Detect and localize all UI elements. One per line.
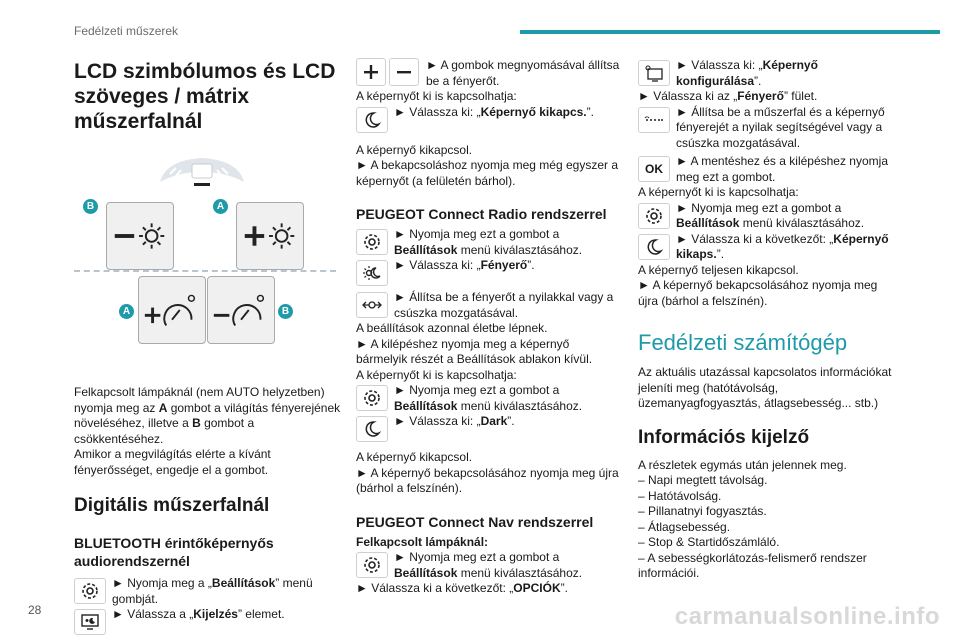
list-item: – Stop & Startidőszámláló.: [638, 535, 780, 549]
text-off-intro-3: A képernyőt ki is kapcsolhatja:: [638, 185, 799, 199]
dots-slider-icon: [638, 107, 670, 133]
text-brightness-tab: ► Válassza ki az „Fényerő” fület.: [638, 89, 818, 103]
label-a-top: A: [213, 199, 228, 214]
text-nav-options: ► Válassza ki a következőt: „OPCIÓK”.: [356, 581, 568, 595]
text-off-result: A képernyő kikapcsol.: [356, 142, 473, 157]
text-info-intro: A részletek egymás után jelennek meg.: [638, 457, 847, 472]
plus-icon: [356, 58, 386, 86]
watermark: carmanualsonline.info: [674, 603, 940, 630]
gear-icon: [356, 552, 388, 578]
text-nav-sub: Felkapcsolt lámpáknál:: [356, 534, 489, 549]
divider-dashes: [74, 270, 336, 272]
ok-button-icon: OK: [638, 156, 670, 182]
column-middle: [356, 58, 621, 597]
row-radio-dark: ► Válassza ki: „Dark”.: [356, 414, 621, 442]
row-screen-config: ► Válassza ki: „Képernyő konfigurálása”.: [638, 58, 900, 89]
text-trip-computer: Az aktuális utazással kapcsolatos információkat jeleníti meg (hatótávolság, üzemanyagfogyasztás, átlagsebesség... stb.): [638, 365, 892, 410]
list-item: – Pillanatnyi fogyasztás.: [638, 504, 767, 518]
moon-icon: [356, 107, 388, 133]
list-item: – Napi megtett távolság.: [638, 473, 768, 487]
list-item: – Átlagsebesség.: [638, 519, 731, 534]
row-screen-off: ► Válassza ki: „Képernyő kikapcs.”.: [356, 105, 621, 133]
row-plus-minus: ► A gombok megnyomásával állítsa be a fényerőt.: [356, 58, 621, 89]
section-title-lcd: LCD szimbólumos és LCD szöveges / mátrix műszerfalnál: [74, 60, 336, 133]
heading-connect-nav: PEUGEOT Connect Nav rendszerrel: [356, 513, 594, 530]
instrument-cluster-icon: [156, 154, 248, 190]
info-list: [638, 473, 900, 582]
row-nav-settings: ► Nyomja meg ezt a gombot a Beállítások menü kiválasztásához.: [356, 550, 621, 581]
header-section-label: Fedélzeti műszerek: [74, 24, 179, 38]
row-settings-3: ► Nyomja meg ezt a gombot a Beállítások menü kiválasztásához.: [638, 201, 900, 232]
moon-icon: [356, 416, 388, 442]
column-right: [638, 58, 900, 582]
row-radio-settings-2: ► Nyomja meg ezt a gombot a Beállítások menü kiválasztásához.: [356, 383, 621, 414]
gear-icon: [356, 385, 388, 411]
dashboard-buttons-illustration: [74, 154, 344, 339]
heading-connect-radio: PEUGEOT Connect Radio rendszerrel: [356, 206, 607, 222]
display-settings-icon: [74, 609, 106, 635]
button-b-decrease-dial: [207, 276, 275, 344]
heading-bluetooth: BLUETOOTH érintőképernyős audiorendszernél: [74, 535, 274, 569]
heading-trip-computer: Fedélzeti számítógép: [638, 330, 848, 355]
slider-arrows-icon: [356, 292, 388, 318]
row-radio-settings: ► Nyomja meg ezt a gombot a Beállítások menü kiválasztásához.: [356, 227, 621, 258]
header-accent-bar: [520, 30, 940, 34]
label-b-bottom: B: [278, 304, 293, 319]
text-on-again: ► A bekapcsoláshoz nyomja meg még egyszer a képernyőt (a felületén bárhol).: [356, 158, 619, 188]
text-radio-on-again: ► A képernyő bekapcsolásához nyomja meg újra (bárhol a felszínén).: [356, 465, 619, 495]
paragraph-lamps: Felkapcsolt lámpáknál (nem AUTO helyzetben) nyomja meg az A gombot a világítás fényerejének növeléséhez, illetve a B gombot a csökkentéséhez.: [74, 385, 341, 446]
text-off-result-3: A képernyő teljesen kikapcsol.: [638, 262, 799, 277]
row-radio-slider: ► Állítsa be a fényerőt a nyilakkal vagy a csúszka mozgatásával.: [356, 290, 621, 321]
label-b-top: B: [83, 199, 98, 214]
heading-digital: Digitális műszerfalnál: [74, 495, 270, 516]
text-radio-exit: ► A kilépéshez nyomja meg a képernyő bármelyik részét a Beállítások ablakon kívül.: [356, 336, 593, 366]
text-on-again-3: ► A képernyő bekapcsolásához nyomja meg újra (bárhol a felszínén).: [638, 278, 878, 308]
label-a-bottom: A: [119, 304, 134, 319]
gear-icon: [74, 578, 106, 604]
row-display-menu: ► Válassza a „Kijelzés” elemet.: [74, 607, 344, 635]
text-radio-note: A beállítások azonnal életbe lépnek.: [356, 321, 548, 335]
heading-info-display: Információs kijelző: [638, 426, 810, 448]
row-screen-off-3: ► Válassza ki a következőt: „Képernyő kikaps.”.: [638, 232, 900, 263]
screen-config-icon: [638, 60, 670, 86]
text-radio-off-result: A képernyő kikapcsol.: [356, 450, 473, 464]
row-radio-brightness: ► Válassza ki: „Fényerő”.: [356, 258, 621, 286]
text-radio-off-intro: A képernyőt ki is kapcsolhatja:: [356, 367, 517, 382]
text-off-intro: A képernyőt ki is kapcsolhatja:: [356, 89, 517, 103]
row-settings-menu: ► Nyomja meg a „Beállítások” menü gombját.: [74, 576, 344, 607]
minus-icon: [389, 58, 419, 86]
column-left: [74, 56, 344, 635]
button-a-increase: [236, 202, 304, 270]
moon-icon: [638, 234, 670, 260]
list-item: – A sebességkorlátozás-felismerő rendszer információi.: [638, 550, 867, 580]
button-a-increase-dial: [138, 276, 206, 344]
row-ok: OK ► A mentéshez és a kilépéshez nyomja meg ezt a gombot.: [638, 154, 900, 185]
row-arrows-slider: ► Állítsa be a műszerfal és a képernyő fényerejét a nyilak segítségével vagy a csúszka mozgatásával.: [638, 105, 900, 152]
brightness-icon: [356, 260, 388, 286]
page-number: 28: [28, 603, 42, 617]
gear-icon: [638, 203, 670, 229]
gear-icon: [356, 229, 388, 255]
button-b-decrease: [106, 202, 174, 270]
paragraph-release: Amikor a megvilágítás elérte a kívánt fényerősséget, engedje el a gombot.: [74, 447, 271, 477]
list-item: – Hatótávolság.: [638, 488, 722, 503]
